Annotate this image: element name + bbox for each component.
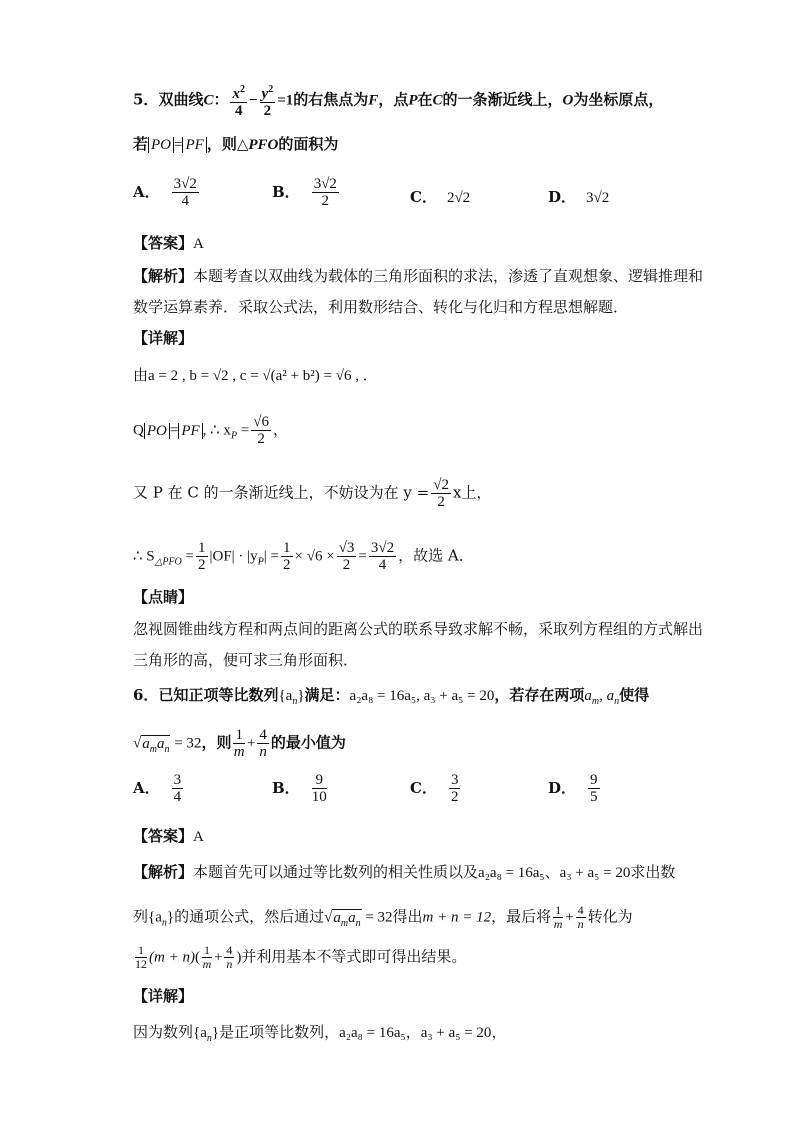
q5-frac-y: $\frac{y^2}{2}$ [261,84,274,119]
q5-comment-heading: 【点睛】 [133,588,194,606]
q6-analysis-line1: 【解析】本题首先可以通过等比数列的相关性质以及a₂a₈ = 16a₅、a₃ + a₅ = 20求出数 [133,863,676,881]
q6-option-d[interactable]: D． $\frac{9}{5}$ [548,772,598,805]
q5-detail-heading: 【详解】 [133,329,194,347]
q5-detail-line4: ∴ $S_{\triangle PFO}$ = $\frac{1}{2}$ $|OF| \cdot |y_P|$ = $\frac{1}{2}$ × √6 × $\frac{√3}{2}$ = $\frac{3√2}{4}$ ，故选 A． [133,540,474,573]
q6-detail-heading: 【详解】 [133,987,194,1005]
q5-option-a[interactable]: A． $\frac{3√2}{4}$ [133,176,197,209]
q5-number: 5． [133,90,159,109]
q5-detail-line2: Q PO = PF , ∴ $x_P$ = $\frac{√6}{2}$ ， [133,414,289,447]
q6-number: 6． [133,686,159,704]
q5-option-c[interactable]: C． 2√2 [410,188,471,206]
q5-stem-line2: 若 PO = PF ，则△PFO的面积为 [133,135,339,153]
q5-stem-line1: 5．双曲线C： $\frac{x^2}{4}$ − $\frac{y^2}{2}$ =1的右焦点为F，点P在C的一条渐近线上，O为坐标原点， [133,84,664,119]
q5-comment-line2: 三角形的高，便可求三角形面积． [133,651,359,669]
q5-option-d[interactable]: D． 3√2 [548,188,610,206]
q6-detail-line1: 因为数列$\{a_n\}$是正项等比数列，a₂a₈ = 16a₅，a₃ + a₅ = 20， [133,1023,507,1044]
q5-analysis-line1: 【解析】本题考查以双曲线为载体的三角形面积的求法，渗透了直观想象、逻辑推理和 [133,267,704,285]
q6-answer: 【答案】A [133,827,204,845]
q5-comment-line1: 忽视圆锥曲线方程和两点间的距离公式的联系导致求解不畅，采取列方程组的方式解出 [133,620,704,638]
q6-stem-line1: 6．已知正项等比数列$\{a_n\}$满足：a₂a₈ = 16a₅, a₃ + a₅ = 20，若存在两项$a_m$, $a_n$使得 [133,686,650,707]
q6-option-b[interactable]: B． $\frac{9}{10}$ [272,772,327,805]
q6-analysis-line3: $\frac{1}{12}$ (m + n)( $\frac{1}{m}$ + $\frac{4}{n}$ )并利用基本不等式即可得出结果。 [135,943,467,971]
q5-frac-x: $\frac{x^2}{4}$ [232,84,245,119]
q6-analysis-line2: 列$\{a_n\}$的通项公式，然后通过$√a_ma_n = 32$得出m + n = 12，最后将 $\frac{1}{m}$ + $\frac{4}{n}$ 转化为 [133,903,633,931]
q5-analysis-line2: 数学运算素养．采取公式法，利用数形结合、转化与化归和方程思想解题． [133,298,629,316]
q6-stem-line2: $√a_ma_n = 32$，则 $\frac{1}{m}$ + $\frac{4}{n}$ 的最小值为 [133,727,346,760]
q5-detail-line1: 由a = 2 , b = √2 , c = √(a² + b²) = √6 , ． [133,368,378,384]
q6-option-c[interactable]: C． $\frac{3}{2}$ [410,772,459,805]
q6-option-a[interactable]: A． $\frac{3}{4}$ [133,772,182,805]
q5-answer: 【答案】A [133,234,204,252]
q5-option-b[interactable]: B． $\frac{3√2}{2}$ [272,176,337,209]
q5-detail-line3: 又 P 在 C 的一条渐近线上，不妨设为在 y = $\frac{√2}{2}$ x上， [133,477,492,510]
